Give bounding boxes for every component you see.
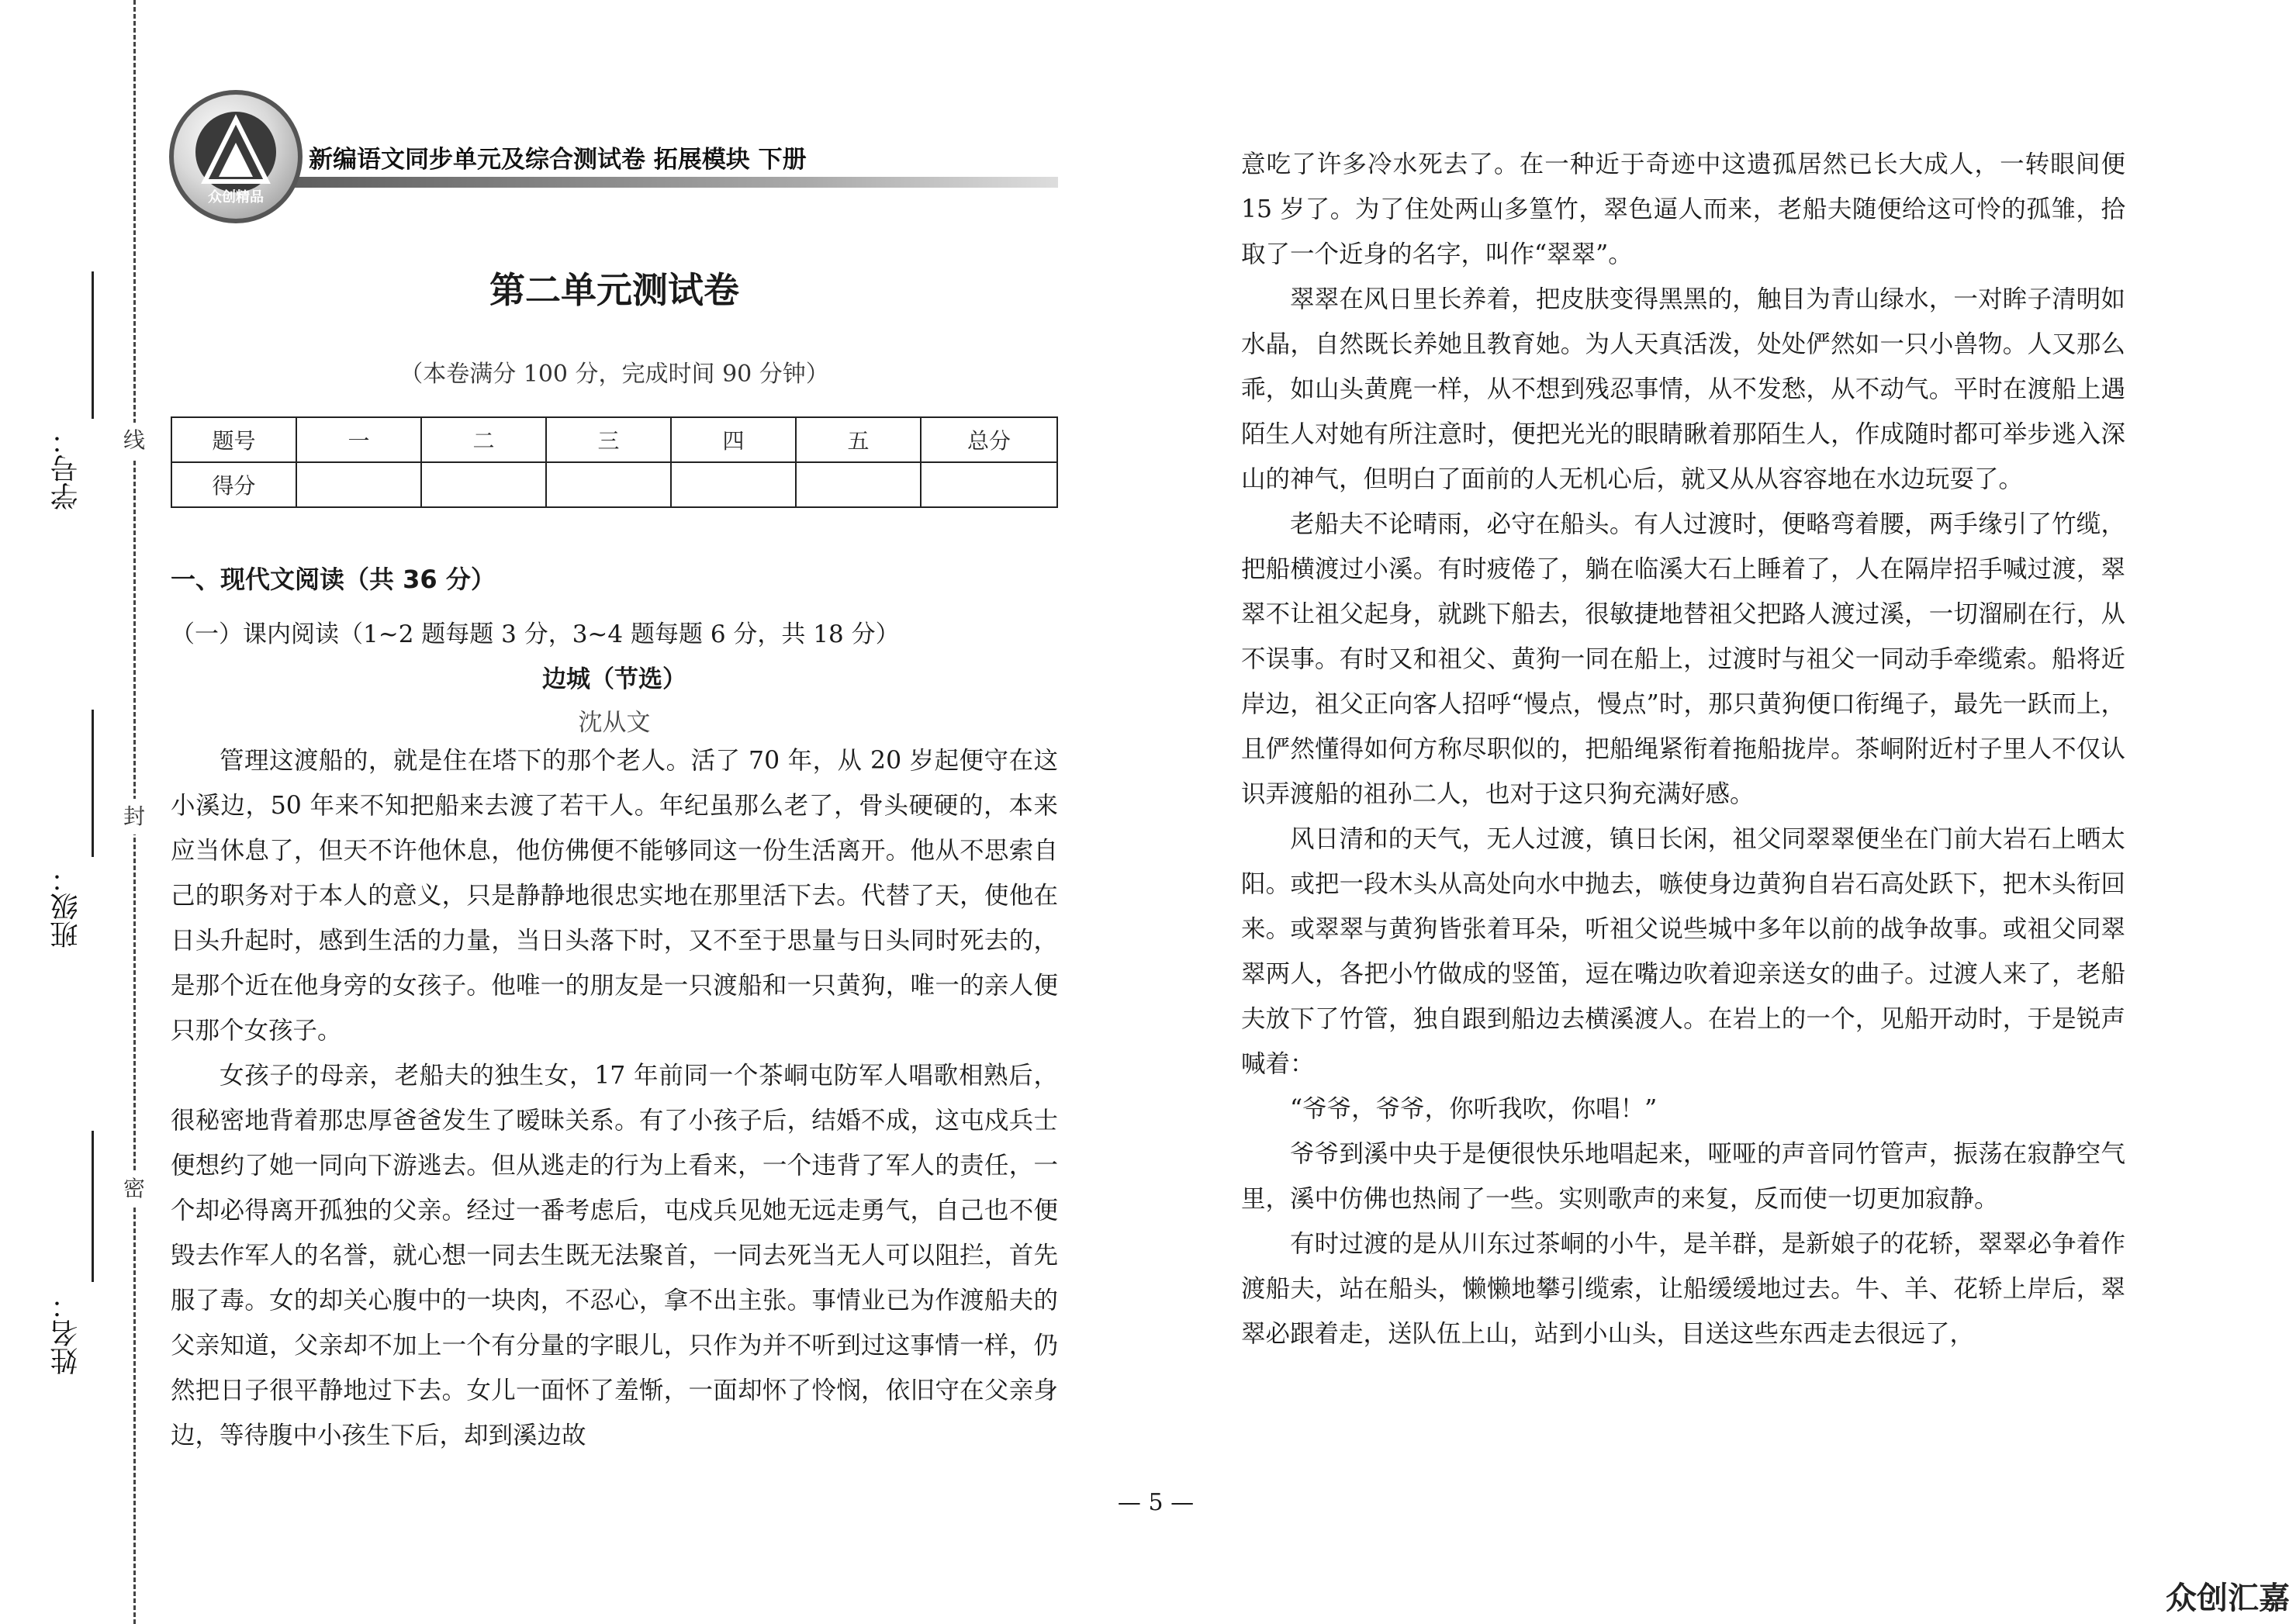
page-number: — 5 — xyxy=(1117,1489,1195,1516)
paragraph: “爷爷，爷爷，你听我吹，你唱！” xyxy=(1290,1095,1658,1123)
paragraph: 风日清和的天气，无人过渡，镇日长闲，祖父同翠翠便坐在门前大岩石上晒太阳。或把一段木头从高处向水中抛去，嗾使身边黄狗自岩石高处跃下，把木头衔回来。或翠翠与黄狗皆张着耳朵，听祖父说些城中多年以前的战争故事。或祖父同翠翠两人，各把小竹做成的竖笛，逗在嘴边吹着迎亲送女的曲子。过渡人来了，老船夫放下了竹管，独自跟到船边去横溪渡人。在岩上的一个，见船开动时，于是锐声喊着： xyxy=(1241,825,2125,1078)
series-title: 新编语文同步单元及综合测试卷 拓展模块 下册 xyxy=(309,146,807,174)
paragraph: 意吃了许多冷水死去了。在一种近于奇迹中这遗孤居然已长大成人，一转眼间便 15 岁了。为了住处两山多篁竹，翠色逼人而来，老船夫随便给这可怜的孤雏，拾取了一个近身的名字，叫作“翠翠”。 xyxy=(1241,150,2125,268)
sub-section-heading: （一）课内阅读（1~2 题每题 3 分，3~4 题每题 6 分，共 18 分） xyxy=(171,620,900,648)
student-id-label: 学号： xyxy=(50,427,82,510)
score-table xyxy=(171,416,1058,508)
right-column-text xyxy=(1241,142,2125,1356)
score-table-cell: 题号 xyxy=(171,417,296,462)
reading-title: 边城（节选） xyxy=(542,665,686,693)
paragraph: 管理这渡船的，就是住在塔下的那个老人。活了 70 年，从 20 岁起便守在这小溪边，50 年来不知把船来去渡了若干人。年纪虽那么老了，骨头硬硬的，本来应当休息了，但天不许他休息，他仿佛便不能够同这一份生活离开。他从不思索自己的职务对于本人的意义，只是静静地很忠实地在那里活下去。代替了天，使他在日头升起时，感到生活的力量，当日头落下时，又不至于思量与日头同时死去的，是那个近在他身旁的女孩子。他唯一的朋友是一只渡船和一只黄狗，唯一的亲人便只那个女孩子。 xyxy=(171,747,1058,1045)
paragraph: 老船夫不论晴雨，必守在船头。有人过渡时，便略弯着腰，两手缘引了竹缆，把船横渡过小溪。有时疲倦了，躺在临溪大石上睡着了，人在隔岸招手喊过渡，翠翠不让祖父起身，就跳下船去，很敏捷地替祖父把路人渡过溪，一切溜刷在行，从不误事。有时又和祖父、黄狗一同在船上，过渡时与祖父一同动手牵缆索。船将近岸边，祖父正向客人招呼“慢点，慢点”时，那只黄狗便口衔绳子，最先一跃而上，且俨然懂得如何方称尽职似的，把船绳紧衔着拖船拢岸。茶峒附近村子里人不仅认识弄渡船的祖孙二人，也对于这只狗充满好感。 xyxy=(1241,510,2125,808)
name-label: 姓名： xyxy=(50,1291,82,1375)
section-heading: 一、现代文阅读（共 36 分） xyxy=(171,565,496,594)
score-table-cell: 四 xyxy=(671,417,796,462)
page-title: 第二单元测试卷 xyxy=(489,269,739,311)
score-input-cell[interactable] xyxy=(546,462,671,507)
score-table-score-row xyxy=(171,462,1057,507)
score-input-cell[interactable] xyxy=(421,462,546,507)
logo-emblem-icon xyxy=(195,112,276,192)
paragraph: 爷爷到溪中央于是便很快乐地唱起来，哑哑的声音同竹管声，振荡在寂静空气里，溪中仿佛也热闹了一些。实则歌声的来复，反而使一切更加寂静。 xyxy=(1241,1140,2125,1213)
paragraph: 有时过渡的是从川东过茶峒的小牛，是羊群，是新娘子的花轿，翠翠必争着作渡船夫，站在船头，懒懒地攀引缆索，让船缓缓地过去。牛、羊、花轿上岸后，翠翠必跟着走，送队伍上山，站到小山头，目送这些东西走去很远了， xyxy=(1241,1230,2125,1348)
cut-label-mi: 密 xyxy=(116,1171,152,1207)
cut-label-feng: 封 xyxy=(116,799,152,834)
score-table-cell: 三 xyxy=(546,417,671,462)
name-blank[interactable] xyxy=(92,1131,94,1282)
left-column-text xyxy=(171,738,1058,1458)
score-table-cell: 五 xyxy=(796,417,921,462)
score-input-cell[interactable] xyxy=(671,462,796,507)
score-row-label: 得分 xyxy=(171,462,296,507)
paragraph: 翠翠在风日里长养着，把皮肤变得黑黑的，触目为青山绿水，一对眸子清明如水晶，自然既长养她且教育她。为人天真活泼，处处俨然如一只小兽物。人又那么乖，如山头黄麂一样，从不想到残忍事情，从不发愁，从不动气。平时在渡船上遇陌生人对她有所注意时，便把光光的眼睛瞅着那陌生人，作成随时都可举步逃入深山的神气，但明白了面前的人无机心后，就又从从容容地在水边玩耍了。 xyxy=(1241,285,2125,493)
class-blank[interactable] xyxy=(92,710,94,857)
exam-subtitle: （本卷满分 100 分，完成时间 90 分钟） xyxy=(399,361,829,388)
reading-author: 沈从文 xyxy=(578,709,651,737)
score-table-cell: 一 xyxy=(296,417,421,462)
logo-text: 众创精品 xyxy=(208,189,264,206)
student-id-blank[interactable] xyxy=(92,271,94,419)
score-table-header-row xyxy=(171,417,1057,462)
class-label: 班级： xyxy=(50,865,82,948)
score-table-cell: 二 xyxy=(421,417,546,462)
score-input-cell[interactable] xyxy=(921,462,1057,507)
score-input-cell[interactable] xyxy=(796,462,921,507)
score-table-cell: 总分 xyxy=(921,417,1057,462)
publisher-logo xyxy=(169,90,303,223)
paragraph: 女孩子的母亲，老船夫的独生女，17 年前同一个茶峒屯防军人唱歌相熟后，很秘密地背着那忠厚爸爸发生了暧昧关系。有了小孩子后，结婚不成，这屯戍兵士便想约了她一同向下游逃去。但从逃走的行为上看来，一个违背了军人的责任，一个却必得离开孤独的父亲。经过一番考虑后，屯戍兵见她无远走勇气，自己也不便毁去作军人的名誉，就心想一同去生既无法聚首，一同去死当无人可以阻拦，首先服了毒。女的却关心腹中的一块肉，不忍心，拿不出主张。事情业已为作渡船夫的父亲知道，父亲却不加上一个有分量的字眼儿，只作为并不听到过这事情一样，仍然把日子很平静地过下去。女儿一面怀了羞惭，一面却怀了怜悯，依旧守在父亲身边，等待腹中小孩生下后，却到溪边故 xyxy=(171,1062,1058,1450)
header-bar xyxy=(233,177,1058,188)
score-input-cell[interactable] xyxy=(296,462,421,507)
watermark: 众创汇嘉 xyxy=(2166,1581,2290,1616)
cut-label-xian: 线 xyxy=(116,423,152,458)
